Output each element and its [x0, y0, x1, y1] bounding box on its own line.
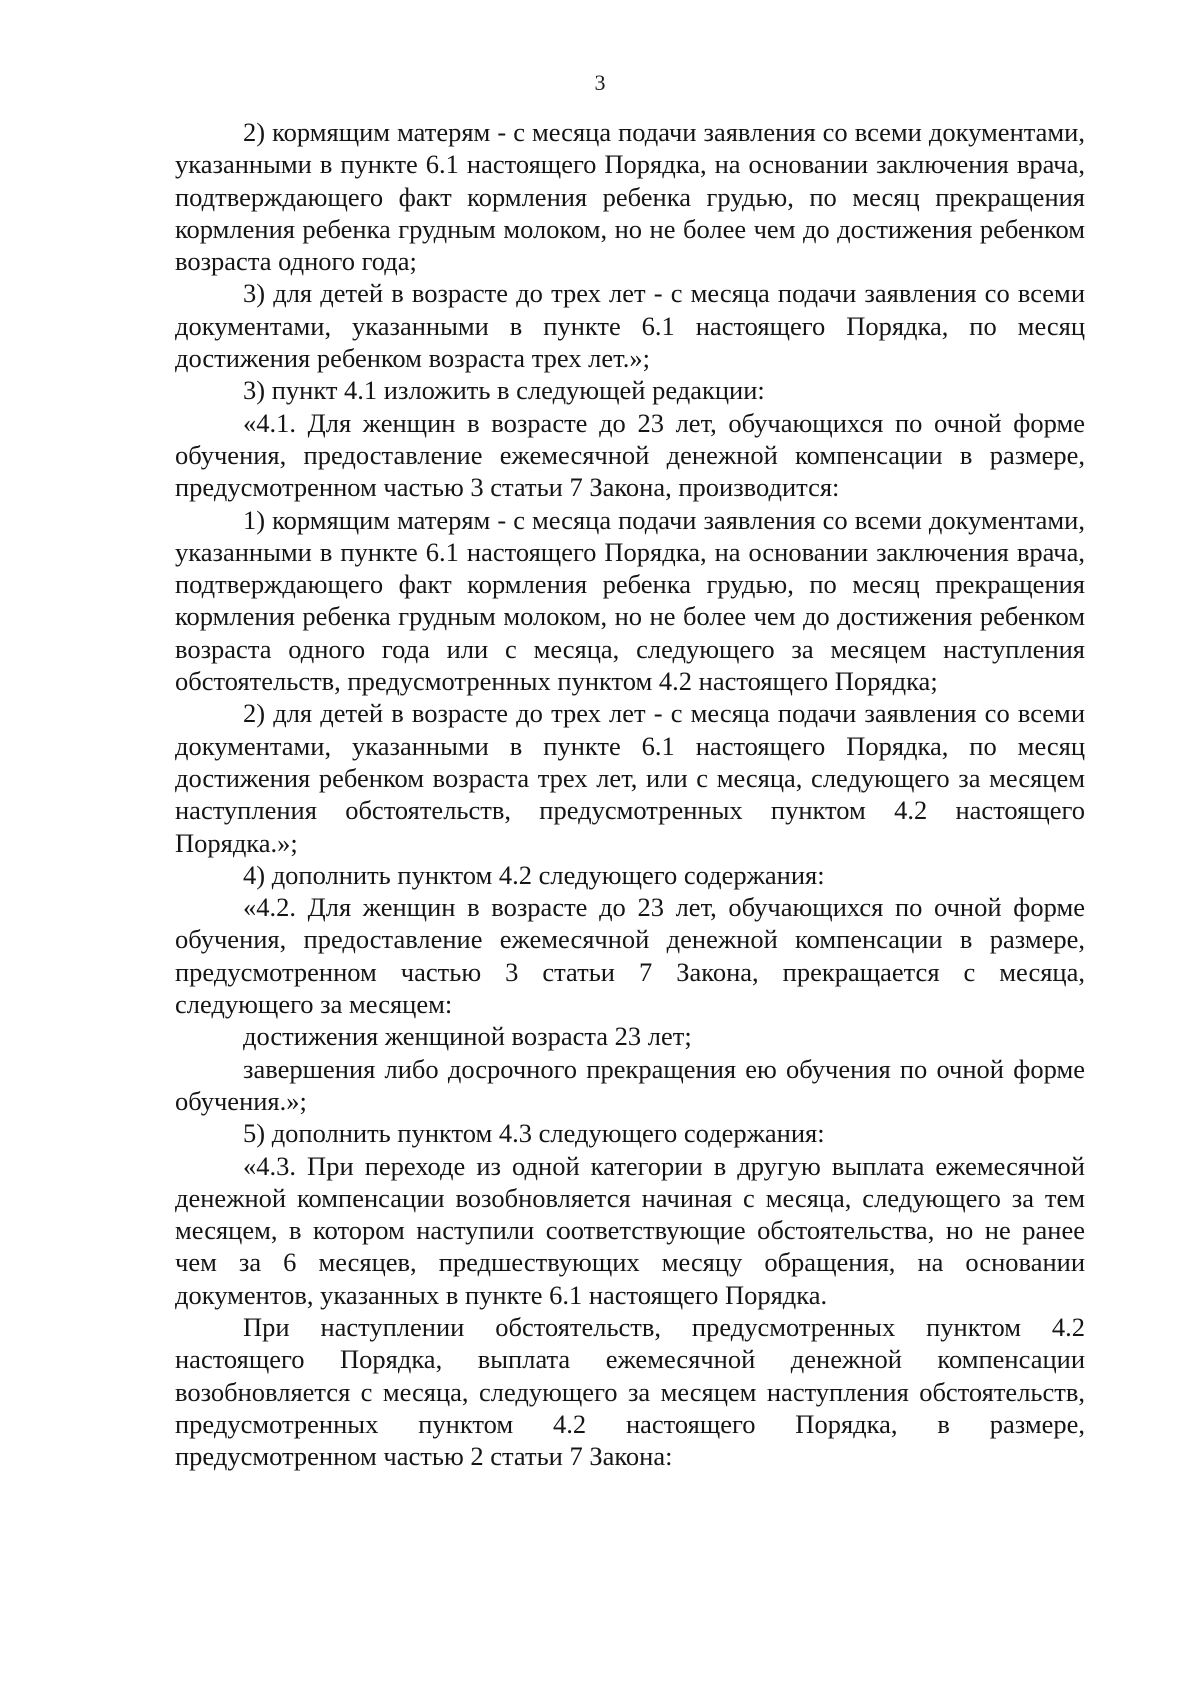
paragraph: 3) для детей в возрасте до трех лет - с месяца подачи заявления со всеми документами, указанными в пункте 6.1 настоящего Порядка, по месяц достижения ребенком возраста трех лет.»; [175, 278, 1085, 374]
page-number: 3 [594, 70, 606, 95]
paragraph: достижения женщиной возраста 23 лет; [243, 1021, 692, 1052]
paragraph: 5) дополнить пунктом 4.3 следующего содержания: [243, 1118, 825, 1149]
paragraph: 2) для детей в возрасте до трех лет - с месяца подачи заявления со всеми документами, указанными в пункте 6.1 настоящего Порядка, по месяц достижения ребенком возраста трех лет, или с месяца, следующего за месяцем наступления обстоятельств, предусмотренных пунктом 4.2 настоящего Порядка.»; [175, 698, 1085, 858]
document-body [175, 116, 1085, 1472]
paragraph: При наступлении обстоятельств, предусмотренных пунктом 4.2 настоящего Порядка, выплата ежемесячной денежной компенсации возобновляется с месяца, следующего за месяцем наступления обстоятельств, предусмотренных пунктом 4.2 настоящего Порядка, в размере, предусмотренном частью 2 статьи 7 Закона: [175, 1311, 1085, 1472]
paragraph: 4) дополнить пунктом 4.2 следующего содержания: [243, 859, 825, 890]
paragraph: «4.1. Для женщин в возрасте до 23 лет, обучающихся по очной форме обучения, предоставление ежемесячной денежной компенсации в размере, предусмотренном частью 3 статьи 7 Закона, производится: [175, 407, 1085, 503]
paragraph: 3) пункт 4.1 изложить в следующей редакции: [243, 375, 765, 406]
paragraph: завершения либо досрочного прекращения ею обучения по очной форме обучения.»; [175, 1053, 1085, 1116]
paragraph: «4.2. Для женщин в возрасте до 23 лет, обучающихся по очной форме обучения, предоставление ежемесячной денежной компенсации в размере, предусмотренном частью 3 статьи 7 Закона, прекращается с месяца, следующего за месяцем: [175, 892, 1085, 1020]
paragraph: 1) кормящим матерям - с месяца подачи заявления со всеми документами, указанными в пункте 6.1 настоящего Порядка, на основании заключения врача, подтверждающего факт кормления ребенка грудью, по месяц прекращения кормления ребенка грудным молоком, но не более чем до достижения ребенком возраста одного года или с месяца, следующего за месяцем наступления обстоятельств, предусмотренных пунктом 4.2 настоящего Порядка; [175, 504, 1085, 697]
paragraph: «4.3. При переходе из одной категории в другую выплата ежемесячной денежной компенсации возобновляется начиная с месяца, следующего за тем месяцем, в котором наступили соответствующие обстоятельства, но не ранее чем за 6 месяцев, предшествующих месяцу обращения, на основании документов, указанных в пункте 6.1 настоящего Порядка. [175, 1150, 1085, 1310]
paragraph: 2) кормящим матерям - с месяца подачи заявления со всеми документами, указанными в пункте 6.1 настоящего Порядка, на основании заключения врача, подтверждающего факт кормления ребенка грудью, по месяц прекращения кормления ребенка грудным молоком, но не более чем до достижения ребенком возраста одного года; [175, 117, 1085, 277]
